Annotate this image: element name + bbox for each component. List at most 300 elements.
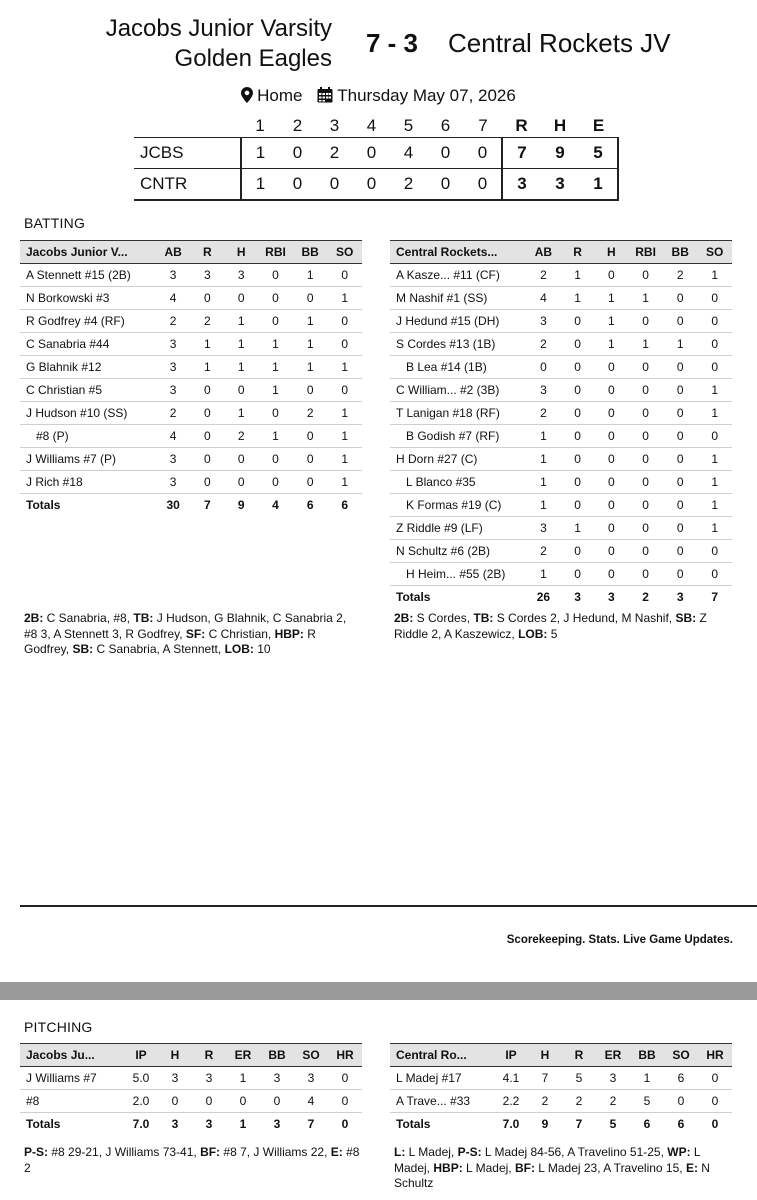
player-row	[390, 471, 732, 494]
player-name: J Williams #7	[20, 1067, 124, 1090]
stat-cell: 0	[561, 310, 595, 333]
stat-cell: 1	[628, 287, 663, 310]
stat-cell: 4	[156, 287, 191, 310]
stat-column-header: H	[594, 241, 628, 264]
stat-cell: 1	[258, 356, 293, 379]
player-name: L Madej #17	[390, 1067, 494, 1090]
note-value: C Sanabria, #8,	[43, 611, 134, 625]
stat-cell: 3	[596, 1067, 630, 1090]
stat-cell: 0	[663, 425, 697, 448]
totals-cell: 26	[526, 586, 560, 609]
stat-cell: 0	[663, 287, 697, 310]
promo-tagline: Scorekeeping. Stats. Live Game Updates.	[506, 934, 733, 946]
stat-cell: 1	[224, 310, 258, 333]
note-value: L Madej,	[462, 1160, 515, 1175]
stat-cell: 0	[224, 448, 258, 471]
totals-cell: 3	[158, 1113, 192, 1136]
player-row	[390, 287, 732, 310]
linescore-header-row	[134, 115, 618, 138]
stat-cell: 0	[258, 287, 293, 310]
stat-cell: 1	[526, 425, 560, 448]
player-name: G Blahnik #12	[20, 356, 156, 379]
stat-cell: 2	[663, 264, 697, 287]
section-band	[0, 982, 757, 1000]
stat-cell: 3	[192, 1067, 226, 1090]
totals-cell: 30	[156, 494, 191, 517]
stat-cell: 0	[561, 563, 595, 586]
inning-header: 5	[403, 116, 414, 135]
stat-column-header: ER	[596, 1044, 630, 1067]
stat-cell: 2	[526, 540, 560, 563]
note-key: 2B:	[24, 611, 44, 625]
stat-cell: 4.1	[494, 1067, 528, 1090]
stat-cell: 1	[327, 471, 362, 494]
player-name: #8 (P)	[20, 425, 156, 448]
totals-cell: 3	[594, 586, 628, 609]
stat-cell: 0	[697, 287, 732, 310]
stat-cell: 0	[594, 563, 628, 586]
player-name: N Borkowski #3	[20, 287, 156, 310]
inning-runs: 0	[464, 138, 502, 169]
note-key: SF:	[185, 626, 206, 641]
stat-cell: 1	[327, 356, 362, 379]
note-key: BF:	[200, 1145, 221, 1159]
stat-cell: 1	[526, 494, 560, 517]
player-row	[20, 333, 362, 356]
inning-header: 7	[478, 116, 488, 135]
stat-cell: 0	[293, 448, 328, 471]
stat-cell: 0	[258, 402, 293, 425]
stat-cell: 1	[526, 563, 560, 586]
stat-cell: 3	[526, 517, 560, 540]
stat-cell: 0	[158, 1090, 192, 1113]
away-batting-notes	[394, 611, 734, 642]
stat-cell: 0	[258, 264, 293, 287]
linescore-row	[134, 138, 618, 169]
stat-cell: 0	[594, 517, 628, 540]
stat-cell: 0	[561, 425, 595, 448]
stat-cell: 0	[594, 379, 628, 402]
player-row	[20, 264, 362, 287]
stat-cell: 0	[561, 356, 595, 379]
note-key: L:	[394, 1145, 406, 1159]
total-runs: 7	[502, 138, 541, 169]
stat-column-header: H	[528, 1044, 562, 1067]
stat-column-header: R	[562, 1044, 596, 1067]
stat-column-header: BB	[293, 241, 328, 264]
stat-cell: 3	[260, 1067, 294, 1090]
runs-header: R	[515, 116, 528, 135]
note-value: L Madej,	[405, 1145, 458, 1159]
stat-column-header: BB	[663, 241, 697, 264]
stat-cell: 3	[224, 264, 258, 287]
stat-cell: 3	[156, 448, 191, 471]
stat-cell: 0	[628, 517, 663, 540]
stat-cell: 4	[294, 1090, 328, 1113]
player-name: R Godfrey #4 (RF)	[20, 310, 156, 333]
note-value: S Cordes 2, J Hedund, M Nashif,	[493, 611, 676, 625]
stat-cell: 0	[561, 402, 595, 425]
stat-cell: 1	[594, 287, 628, 310]
player-row	[390, 310, 732, 333]
note-key: LOB:	[518, 626, 548, 641]
stat-cell: 0	[561, 379, 595, 402]
stat-cell: 0	[628, 540, 663, 563]
player-row	[390, 1090, 732, 1113]
stat-cell: 5	[562, 1067, 596, 1090]
stat-cell: 1	[697, 448, 732, 471]
stat-cell: 0	[664, 1090, 698, 1113]
stat-cell: 0	[258, 448, 293, 471]
stat-cell: 0	[293, 287, 328, 310]
player-row	[390, 540, 732, 563]
player-name: K Formas #19 (C)	[390, 494, 526, 517]
stat-cell: 0	[628, 356, 663, 379]
player-name: N Schultz #6 (2B)	[390, 540, 526, 563]
map-pin-icon	[241, 87, 253, 103]
totals-cell: 7.0	[494, 1113, 528, 1136]
linescore-table	[134, 115, 619, 201]
player-row	[20, 425, 362, 448]
errors-header: E	[592, 116, 605, 135]
team-column-header: Central Ro...	[390, 1044, 494, 1067]
stat-column-header: H	[224, 241, 258, 264]
stat-cell: 3	[156, 264, 191, 287]
player-name: C Sanabria #44	[20, 333, 156, 356]
stat-cell: 0	[594, 471, 628, 494]
stat-cell: 2	[526, 333, 560, 356]
stat-cell: 0	[628, 310, 663, 333]
note-value: S Cordes,	[413, 611, 474, 625]
stat-cell: 0	[526, 356, 560, 379]
note-value: 5	[547, 626, 558, 641]
stat-cell: 2	[596, 1090, 630, 1113]
note-key: P-S:	[24, 1145, 48, 1159]
totals-cell: 2	[628, 586, 663, 609]
totals-row	[20, 494, 362, 517]
inning-header: 1	[255, 116, 265, 135]
totals-cell: 1	[226, 1113, 260, 1136]
stat-cell: 0	[594, 540, 628, 563]
stat-cell: 0	[594, 448, 628, 471]
linescore-team: JCBS	[134, 138, 241, 169]
player-name: T Lanigan #18 (RF)	[390, 402, 526, 425]
player-row	[390, 333, 732, 356]
note-value: J Hudson, G Blahnik, C Sanabria 2, #8 3, A Stennett 3, R Godfrey,	[24, 611, 347, 641]
stat-cell: 0	[224, 379, 258, 402]
stat-cell: 0	[594, 402, 628, 425]
player-row	[20, 310, 362, 333]
stat-cell: 1	[293, 310, 328, 333]
stat-cell: 2.2	[494, 1090, 528, 1113]
stat-cell: 0	[628, 379, 663, 402]
stat-column-header: HR	[698, 1044, 732, 1067]
stat-cell: 3	[156, 356, 191, 379]
stat-cell: 1	[697, 471, 732, 494]
stat-cell: 0	[224, 287, 258, 310]
stat-cell: 0	[258, 310, 293, 333]
stat-cell: 1	[258, 425, 293, 448]
note-key: HBP:	[433, 1160, 463, 1175]
stat-cell: 1	[258, 333, 293, 356]
home-pitching-notes	[24, 1145, 360, 1176]
inning-runs: 1	[241, 169, 279, 201]
stat-cell: 2	[526, 402, 560, 425]
linescore-team: CNTR	[134, 169, 241, 201]
totals-row	[20, 1113, 362, 1136]
inning-header: 2	[292, 116, 303, 135]
totals-cell: 9	[224, 494, 258, 517]
player-name: #8	[20, 1090, 124, 1113]
stat-cell: 2	[526, 264, 560, 287]
stat-cell: 0	[663, 471, 697, 494]
note-value: #8 2	[24, 1145, 360, 1175]
note-value: C Sanabria, A Stennett,	[93, 642, 225, 656]
stat-cell: 1	[526, 448, 560, 471]
player-row	[20, 287, 362, 310]
stat-cell: 2	[156, 310, 191, 333]
total-hits: 3	[541, 169, 579, 201]
totals-cell: 3	[260, 1113, 294, 1136]
stat-cell: 1	[697, 517, 732, 540]
stat-cell: 1	[697, 494, 732, 517]
stat-cell: 0	[561, 471, 595, 494]
stat-cell: 0	[192, 1090, 226, 1113]
totals-cell: 5	[596, 1113, 630, 1136]
stat-cell: 7	[528, 1067, 562, 1090]
stat-cell: 1	[293, 333, 328, 356]
home-batting-notes	[24, 611, 360, 658]
player-name: S Cordes #13 (1B)	[390, 333, 526, 356]
stat-cell: 0	[663, 540, 697, 563]
stat-cell: 0	[260, 1090, 294, 1113]
player-row	[20, 1090, 362, 1113]
hits-header: H	[553, 116, 567, 135]
stat-column-header: SO	[697, 241, 732, 264]
player-row	[20, 379, 362, 402]
stat-cell: 0	[628, 471, 663, 494]
stat-cell: 0	[561, 540, 595, 563]
player-row	[20, 448, 362, 471]
stat-cell: 0	[594, 494, 628, 517]
table-header-row	[20, 1044, 362, 1067]
stat-cell: 0	[697, 310, 732, 333]
stat-cell: 0	[226, 1090, 260, 1113]
player-name: M Nashif #1 (SS)	[390, 287, 526, 310]
stat-cell: 1	[594, 310, 628, 333]
player-name: J Hedund #15 (DH)	[390, 310, 526, 333]
away-team-name: Central Rockets JV	[448, 28, 671, 58]
stat-cell: 0	[628, 402, 663, 425]
stat-cell: 0	[697, 540, 732, 563]
calendar-icon	[317, 87, 333, 103]
stat-cell: 4	[156, 425, 191, 448]
stat-cell: 0	[327, 310, 362, 333]
stat-cell: 0	[628, 425, 663, 448]
stat-cell: 3	[156, 379, 191, 402]
totals-cell: 3	[561, 586, 595, 609]
player-name: C William... #2 (3B)	[390, 379, 526, 402]
home-team-name-line2: Golden Eagles	[174, 45, 332, 72]
game-date: Thursday May 07, 2026	[337, 85, 516, 105]
player-name: A Kasze... #11 (CF)	[390, 264, 526, 287]
stat-cell: 2	[562, 1090, 596, 1113]
stat-cell: 0	[663, 494, 697, 517]
stat-cell: 1	[224, 356, 258, 379]
totals-cell: 3	[192, 1113, 226, 1136]
batting-section-title: BATTING	[24, 215, 86, 231]
inning-runs: 0	[464, 169, 502, 201]
stat-column-header: SO	[294, 1044, 328, 1067]
stat-cell: 1	[190, 333, 224, 356]
note-value: 10	[253, 642, 271, 656]
player-row	[390, 563, 732, 586]
team-column-header: Central Rockets...	[390, 241, 526, 264]
player-row	[390, 379, 732, 402]
stat-column-header: RBI	[258, 241, 293, 264]
stat-cell: 0	[628, 563, 663, 586]
stat-cell: 0	[190, 379, 224, 402]
stat-cell: 2	[528, 1090, 562, 1113]
player-name: Z Riddle #9 (LF)	[390, 517, 526, 540]
home-pitching-table	[20, 1043, 362, 1135]
totals-cell: 3	[663, 586, 697, 609]
stat-cell: 3	[526, 379, 560, 402]
stat-column-header: SO	[327, 241, 362, 264]
stat-cell: 0	[663, 402, 697, 425]
stat-cell: 0	[697, 563, 732, 586]
stat-cell: 2	[190, 310, 224, 333]
note-key: SB:	[675, 611, 697, 625]
stat-cell: 1	[327, 287, 362, 310]
note-value: N Schultz	[394, 1160, 710, 1190]
note-key: E:	[330, 1145, 343, 1159]
stat-cell: 1	[561, 264, 595, 287]
stat-cell: 3	[526, 310, 560, 333]
note-value: L Madej,	[394, 1145, 701, 1175]
note-value: C Christian,	[205, 626, 275, 641]
total-hits: 9	[541, 138, 579, 169]
player-name: J Rich #18	[20, 471, 156, 494]
stat-cell: 3	[190, 264, 224, 287]
section-divider	[20, 905, 757, 907]
inning-header: 6	[440, 116, 451, 135]
totals-row	[390, 586, 732, 609]
stat-cell: 1	[258, 379, 293, 402]
stat-column-header: BB	[630, 1044, 664, 1067]
stat-cell: 0	[594, 356, 628, 379]
game-location: Home	[257, 85, 303, 105]
table-header-row	[390, 1044, 732, 1067]
stat-cell: 6	[664, 1067, 698, 1090]
inning-runs: 0	[353, 138, 390, 169]
stat-column-header: R	[190, 241, 224, 264]
player-row	[20, 1067, 362, 1090]
stat-cell: 0	[328, 1090, 362, 1113]
final-score: 7 - 3	[365, 28, 419, 58]
player-row	[390, 448, 732, 471]
stat-cell: 0	[190, 425, 224, 448]
totals-cell: 7	[294, 1113, 328, 1136]
stat-cell: 0	[190, 287, 224, 310]
inning-runs: 2	[316, 138, 353, 169]
totals-label: Totals	[390, 1113, 494, 1136]
stat-cell: 0	[561, 494, 595, 517]
totals-cell: 6	[664, 1113, 698, 1136]
inning-runs: 1	[241, 138, 279, 169]
stat-column-header: IP	[494, 1044, 528, 1067]
note-value: #8 29-21, J Williams 73-41,	[48, 1145, 201, 1159]
stat-cell: 0	[258, 471, 293, 494]
note-value: Z Riddle 2, A Kaszewicz,	[394, 611, 707, 641]
inning-runs: 2	[390, 169, 427, 201]
stat-cell: 1	[224, 333, 258, 356]
note-key: WP:	[667, 1145, 691, 1159]
stat-cell: 0	[328, 1067, 362, 1090]
stat-cell: 0	[663, 356, 697, 379]
stat-cell: 1	[561, 517, 595, 540]
linescore-row	[134, 169, 618, 201]
totals-row	[390, 1113, 732, 1136]
stat-cell: 0	[561, 333, 595, 356]
totals-cell: 0	[698, 1113, 732, 1136]
player-row	[20, 356, 362, 379]
stat-cell: 1	[226, 1067, 260, 1090]
stat-cell: 1	[663, 333, 697, 356]
stat-cell: 2.0	[124, 1090, 158, 1113]
stat-cell: 0	[224, 471, 258, 494]
note-value: R Godfrey,	[24, 626, 316, 656]
home-team-name	[20, 14, 332, 74]
total-errors: 5	[579, 138, 618, 169]
home-batting-table	[20, 240, 362, 516]
stat-cell: 0	[628, 448, 663, 471]
total-runs: 3	[502, 169, 541, 201]
stat-cell: 3	[158, 1067, 192, 1090]
stat-column-header: H	[158, 1044, 192, 1067]
stat-cell: 1	[224, 402, 258, 425]
stat-cell: 3	[156, 333, 191, 356]
stat-cell: 2	[156, 402, 191, 425]
stat-cell: 0	[190, 471, 224, 494]
totals-cell: 4	[258, 494, 293, 517]
table-header-row	[390, 241, 732, 264]
note-key: TB:	[473, 611, 494, 625]
stat-cell: 0	[663, 310, 697, 333]
stat-column-header: ER	[226, 1044, 260, 1067]
stat-cell: 1	[327, 425, 362, 448]
note-value: L Madej 84-56, A Travelino 51-25,	[481, 1145, 668, 1159]
stat-cell: 1	[561, 287, 595, 310]
totals-cell: 7	[562, 1113, 596, 1136]
totals-label: Totals	[390, 586, 526, 609]
player-row	[390, 425, 732, 448]
stat-cell: 3	[156, 471, 191, 494]
home-team-name-line1: Jacobs Junior Varsity	[105, 15, 332, 42]
player-name: J Hudson #10 (SS)	[20, 402, 156, 425]
player-row	[20, 402, 362, 425]
player-name: J Williams #7 (P)	[20, 448, 156, 471]
stat-cell: 0	[594, 425, 628, 448]
note-key: HBP:	[274, 626, 304, 641]
note-value: L Madej 23, A Travelino 15,	[534, 1160, 686, 1175]
stat-column-header: AB	[156, 241, 191, 264]
stat-column-header: IP	[124, 1044, 158, 1067]
stat-cell: 0	[293, 425, 328, 448]
stat-column-header: HR	[328, 1044, 362, 1067]
note-value: #8 7, J Williams 22,	[220, 1145, 331, 1159]
stat-column-header: BB	[260, 1044, 294, 1067]
